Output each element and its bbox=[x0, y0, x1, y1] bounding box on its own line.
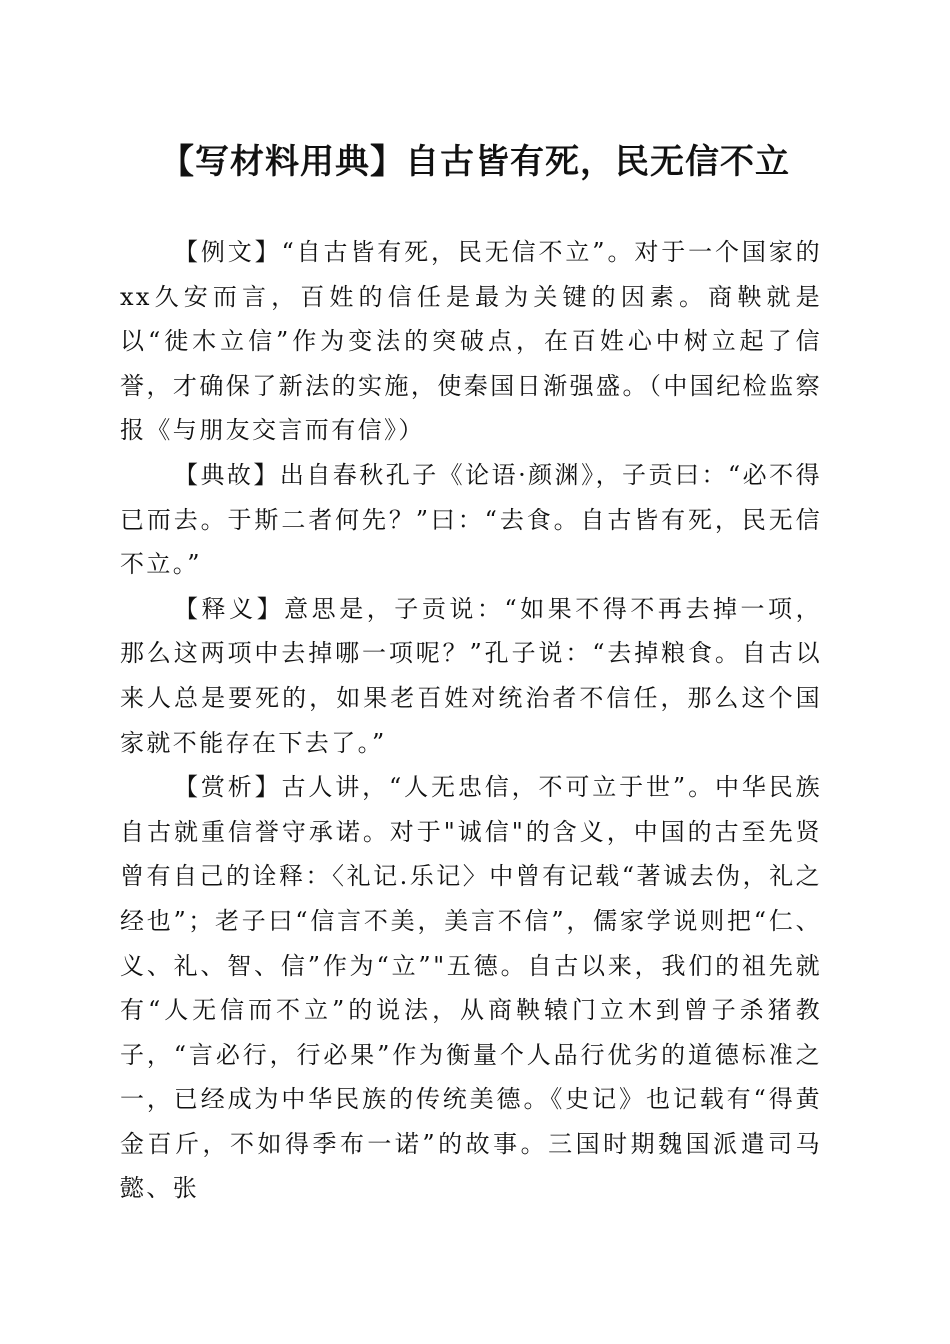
paragraph-allusion: 【典故】出自春秋孔子《论语·颜渊》，子贡曰：“必不得已而去。于斯二者何先？”曰：“去食。自古皆有死，民无信不立。” bbox=[120, 460, 822, 579]
paragraph-appreciation: 【赏析】古人讲，“人无忠信，不可立于世”。中华民族自古就重信誉守承诺。对于"诚信"的含义，中国的古至先贤曾有自己的诠释：〈礼记.乐记〉中曾有记载“著诚去伪，礼之经也”；老子曰“信言不美，美言不信”，儒家学说则把“仁、义、礼、智、信”作为“立”"五德。自古以来，我们的祖先就有“人无信而不立”的说法，从商鞅辕门立木到曾子杀猪教子，“言必行，行必果”作为衡量个人品行优劣的道德标准之一，已经成为中华民族的传统美德。《史记》也记载有“得黄金百斤，不如得季布一诺”的故事。三国时期魏国派遣司马懿、张 bbox=[120, 773, 822, 1203]
document-title: 【写材料用典】自古皆有死，民无信不立 bbox=[160, 142, 790, 182]
paragraph-interpretation: 【释义】意思是，子贡说：“如果不得不再去掉一项，那么这两项中去掉哪一项呢？”孔子说：“去掉粮食。自古以来人总是要死的，如果老百姓对统治者不信任，那么这个国家就不能存在下去了。” bbox=[120, 594, 822, 757]
paragraph-example: 【例文】“自古皆有死，民无信不立”。对于一个国家的xx久安而言，百姓的信任是最为关键的因素。商鞅就是以“徙木立信”作为变法的突破点，在百姓心中树立起了信誉，才确保了新法的实施，使秦国日渐强盛。（中国纪检监察报《与朋友交言而有信》） bbox=[120, 238, 822, 445]
document-body bbox=[120, 230, 822, 1211]
